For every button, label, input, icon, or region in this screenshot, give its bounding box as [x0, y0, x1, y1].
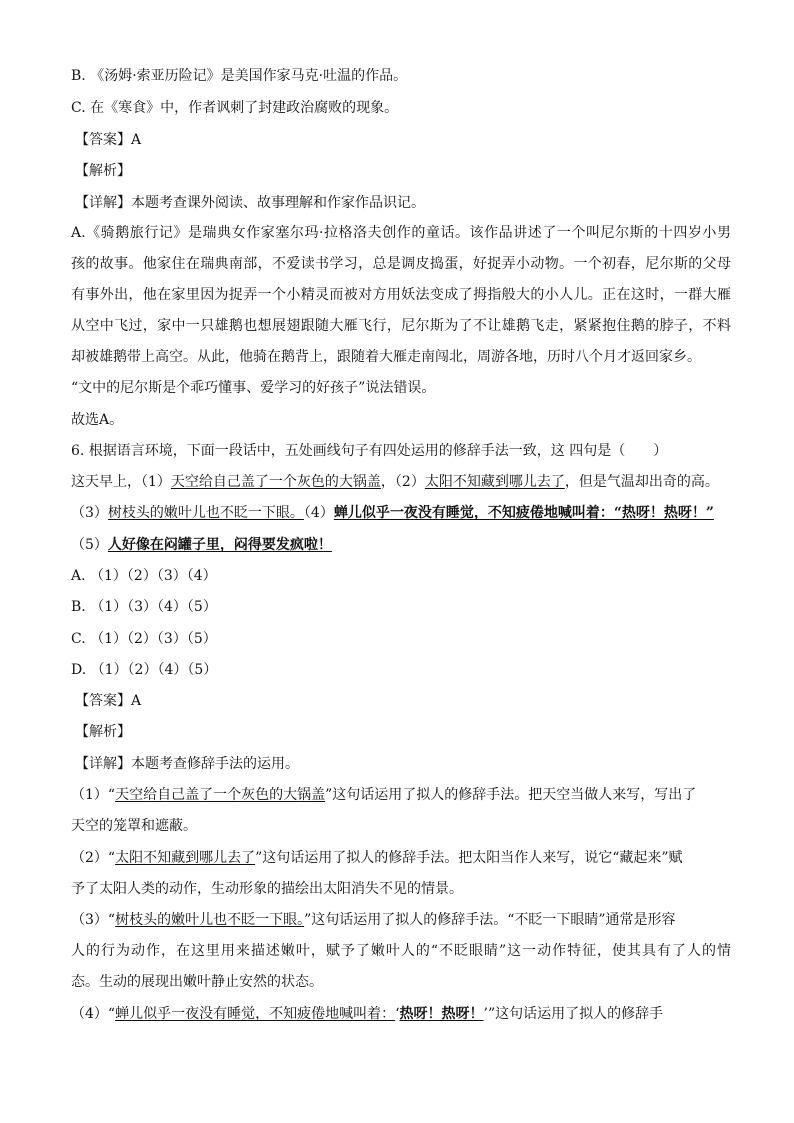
underlined-sentence-5: 人好像在闷罐子里，闷得要发疯啦！ — [107, 537, 332, 553]
expl-text: ”这句话运用了拟人的修辞手法。“不眨一下眼睛”通常是形容 — [304, 912, 676, 928]
option-d: D. （1）（2）（4）（5） — [71, 662, 218, 678]
detail-paragraph-line: 从空中飞过，家中一只雄鹅也想展翅跟随大雁飞行，尼尔斯为了不让雄鹅飞走，紧紧抱住鹅的脖子，不料 — [71, 318, 731, 334]
expl-text: ”这句话运用了拟人的修辞手法。把太阳当作人来写，说它“藏起来”赋 — [255, 850, 683, 866]
expl-underlined: 天空给自己盖了一个灰色的大锅盖 — [115, 787, 326, 803]
explanation-2-cont: 予了太阳人类的动作，生动形象的描绘出太阳消失不见的情景。 — [71, 881, 463, 897]
answer-label: 【答案】A — [75, 132, 142, 148]
expl-text: ‘ — [395, 1006, 400, 1022]
passage-text: （4） — [303, 505, 334, 521]
explanation-3-cont: 人的行为动作，在这里用来描述嫩叶，赋予了嫩叶人的“不眨眼睛”这一动作特征，使其具有了人的情 — [71, 943, 731, 959]
expl-underlined: 太阳不知藏到哪儿去了 — [115, 850, 256, 866]
explanation-4 — [71, 1004, 731, 1024]
option-a: A. （1）（2）（3）（4） — [71, 568, 217, 584]
explanation-3-cont: 态。生动的展现出嫩叶静止安然的状态。 — [71, 974, 323, 990]
passage-line — [71, 503, 731, 523]
passage-text: ，但是气温却出奇的高。 — [564, 474, 719, 490]
choice-statement: 故选A。 — [71, 412, 124, 428]
passage-text: （3） — [71, 505, 108, 521]
passage-line — [71, 535, 731, 555]
passage-text: 这天早上，（1） — [71, 474, 171, 490]
underlined-sentence-4: 蝉儿似乎一夜没有睡觉，不知疲倦地喊叫着：“热呀！热呀！” — [333, 505, 714, 521]
explanation-1 — [71, 785, 731, 805]
analysis-label: 【解析】 — [75, 724, 131, 740]
option-b: B. （1）（3）（4）（5） — [71, 599, 217, 615]
expl-text: （1）“ — [71, 787, 116, 803]
detail-paragraph-line: A.《骑鹅旅行记》是瑞典女作家塞尔玛·拉格洛夫创作的童话。该作品讲述了一个叫尼尔斯的十四岁小男 — [71, 225, 731, 241]
explanation-3 — [71, 910, 731, 930]
detail-paragraph-line: 却被雄鹅带上高空。从此，他骑在鹅背上，跟随着大雁走南闯北，周游各地，历时八个月才返回家乡。 — [71, 349, 701, 365]
question-6-stem: 6. 根据语言环境，下面一段话中，五处画线句子有四处运用的修辞手法一致，这 四句是（ ） — [71, 443, 668, 459]
detail-paragraph-line: 孩的故事。他家住在瑞典南部，不爱读书学习，总是调皮捣蛋，好捉弄小动物。一个初春，尼尔斯的父母 — [71, 256, 731, 272]
expl-text: ’”这句话运用了拟人的修辞手 — [483, 1006, 664, 1022]
answer-label: 【答案】A — [75, 693, 142, 709]
option-c: C. （1）（2）（3）（5） — [71, 631, 217, 647]
passage-text: （5） — [71, 537, 108, 553]
detail-paragraph-line: 有事外出，他在家里因为捉弄一个小精灵而被对方用妖法变成了拇指般大的小人儿。正在这时，一群大雁 — [71, 287, 731, 303]
detail-label: 【详解】本题考查课外阅读、故事理解和作家作品识记。 — [75, 195, 425, 211]
expl-underlined: 蝉儿似乎一夜没有睡觉，不知疲倦地喊叫着： — [115, 1006, 396, 1022]
passage-line — [71, 472, 731, 492]
expl-text: （4）“ — [71, 1006, 116, 1022]
expl-underlined: 树枝头的嫩叶儿也不眨一下眼。 — [115, 912, 305, 928]
explanation-2 — [71, 848, 731, 868]
detail-label: 【详解】本题考查修辞手法的运用。 — [75, 756, 299, 772]
option-b-prev: B. 《汤姆·索亚历险记》是美国作家马克·吐温的作品。 — [71, 68, 408, 84]
analysis-label: 【解析】 — [75, 163, 131, 179]
passage-text: ，（2） — [380, 474, 425, 490]
underlined-sentence-2: 太阳不知藏到哪儿去了 — [424, 474, 565, 490]
expl-text: （2）“ — [71, 850, 116, 866]
underlined-sentence-3: 树枝头的嫩叶儿也不眨一下眼。 — [107, 505, 304, 521]
underlined-sentence-1: 天空给自己盖了一个灰色的大锅盖 — [170, 474, 381, 490]
expl-text: ”这句话运用了拟人的修辞手法。把天空当做人来写，写出了 — [325, 787, 697, 803]
explanation-1-cont: 天空的笼罩和遮蔽。 — [71, 818, 197, 834]
option-c-prev: C. 在《寒食》中，作者讽刺了封建政治腐败的现象。 — [71, 100, 399, 116]
detail-conclusion: “文中的尼尔斯是个乖巧懂事、爱学习的好孩子”说法错误。 — [71, 380, 436, 396]
expl-underlined: 热呀！热呀！ — [399, 1006, 484, 1022]
expl-text: （3）“ — [71, 912, 116, 928]
